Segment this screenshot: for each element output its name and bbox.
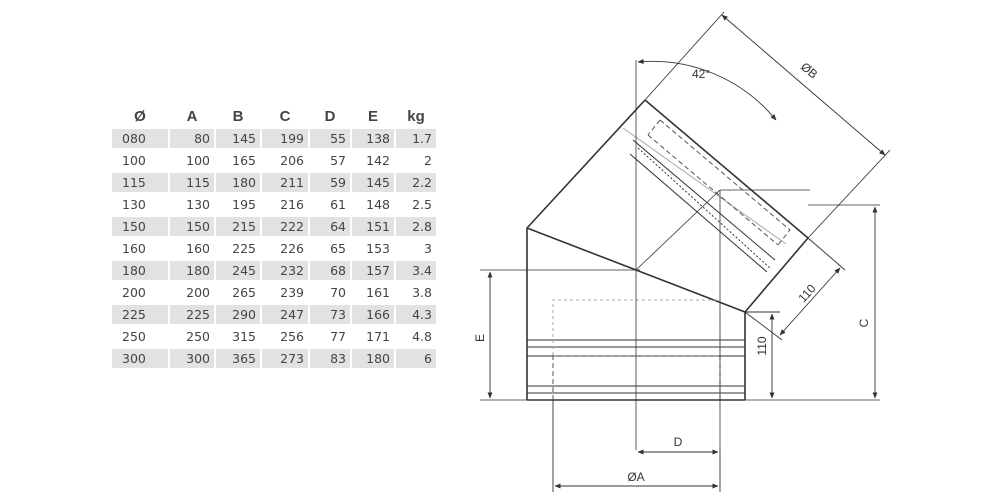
table-cell: 61 — [310, 195, 350, 214]
table-cell: 77 — [310, 327, 350, 346]
table-cell: 290 — [216, 305, 260, 324]
table-cell: 222 — [262, 217, 308, 236]
table-cell: 265 — [216, 283, 260, 302]
table-cell: 160 — [112, 239, 168, 258]
inner-pipe-hidden-lines — [553, 300, 720, 400]
table-cell: 153 — [352, 239, 394, 258]
table-cell: 180 — [170, 261, 214, 280]
table-cell: 232 — [262, 261, 308, 280]
centre-lines — [480, 60, 880, 450]
col-header-b: B — [232, 107, 244, 125]
table-cell: 160 — [170, 239, 214, 258]
table-cell: 215 — [216, 217, 260, 236]
table-cell: 211 — [262, 173, 308, 192]
table-cell: 115 — [112, 173, 168, 192]
dim-110-lower-label: 110 — [755, 336, 769, 356]
col-header-d: D — [324, 107, 336, 125]
table-cell: 2.2 — [396, 173, 436, 192]
table-cell: 180 — [352, 349, 394, 368]
table-cell: 150 — [112, 217, 168, 236]
table-cell: 64 — [310, 217, 350, 236]
c-label: C — [857, 318, 871, 328]
table-cell: 57 — [310, 151, 350, 170]
table-cell: 300 — [170, 349, 214, 368]
table-cell: 2.5 — [396, 195, 436, 214]
table-cell: 59 — [310, 173, 350, 192]
table-cell: 239 — [262, 283, 308, 302]
table-cell: 148 — [352, 195, 394, 214]
table-cell: 365 — [216, 349, 260, 368]
table-cell: 180 — [216, 173, 260, 192]
col-header-diameter: Ø — [134, 107, 146, 125]
table-cell: 3 — [396, 239, 436, 258]
table-cell: 161 — [352, 283, 394, 302]
col-header-kg: kg — [407, 107, 425, 125]
table-cell: 166 — [352, 305, 394, 324]
table-cell: 6 — [396, 349, 436, 368]
table-cell: 225 — [112, 305, 168, 324]
table-cell: 245 — [216, 261, 260, 280]
table-cell: 195 — [216, 195, 260, 214]
table-cell: 226 — [262, 239, 308, 258]
table-cell: 3.8 — [396, 283, 436, 302]
table-cell: 200 — [170, 283, 214, 302]
table-cell: 200 — [112, 283, 168, 302]
table-cell: 115 — [170, 173, 214, 192]
table-cell: 2 — [396, 151, 436, 170]
diameter-a-label: ØA — [627, 470, 645, 484]
table-cell: 171 — [352, 327, 394, 346]
table-cell: 300 — [112, 349, 168, 368]
angle-label: 42° — [692, 67, 711, 81]
table-cell: 256 — [262, 327, 308, 346]
table-cell: 138 — [352, 129, 394, 148]
table-cell: 3.4 — [396, 261, 436, 280]
table-cell: 273 — [262, 349, 308, 368]
table-cell: 55 — [310, 129, 350, 148]
col-header-a: A — [186, 107, 198, 125]
table-cell: 250 — [170, 327, 214, 346]
table-cell: 080 — [112, 129, 168, 148]
table-cell: 150 — [170, 217, 214, 236]
dim-110-upper-label: 110 — [795, 281, 819, 306]
table-cell: 142 — [352, 151, 394, 170]
table-cell: 151 — [352, 217, 394, 236]
table-cell: 247 — [262, 305, 308, 324]
table-cell: 2.8 — [396, 217, 436, 236]
table-cell: 199 — [262, 129, 308, 148]
diameter-b-label: ØB — [798, 59, 821, 82]
table-cell: 206 — [262, 151, 308, 170]
table-cell: 225 — [216, 239, 260, 258]
table-cell: 180 — [112, 261, 168, 280]
table-cell: 70 — [310, 283, 350, 302]
table-cell: 145 — [352, 173, 394, 192]
table-cell: 100 — [170, 151, 214, 170]
table-cell: 73 — [310, 305, 350, 324]
table-cell: 315 — [216, 327, 260, 346]
col-header-c: C — [279, 107, 291, 125]
table-cell: 68 — [310, 261, 350, 280]
table-cell: 65 — [310, 239, 350, 258]
table-cell: 4.8 — [396, 327, 436, 346]
table-cell: 80 — [170, 129, 214, 148]
table-cell: 157 — [352, 261, 394, 280]
table-cell: 216 — [262, 195, 308, 214]
table-cell: 130 — [170, 195, 214, 214]
table-cell: 100 — [112, 151, 168, 170]
table-cell: 1.7 — [396, 129, 436, 148]
table-cell: 250 — [112, 327, 168, 346]
table-cell: 145 — [216, 129, 260, 148]
col-header-e: E — [367, 107, 378, 125]
table-cell: 165 — [216, 151, 260, 170]
upper-inner-pipe-dashed — [648, 120, 790, 245]
table-cell: 225 — [170, 305, 214, 324]
table-cell: 130 — [112, 195, 168, 214]
d-label: D — [673, 435, 683, 449]
table-cell: 4.3 — [396, 305, 436, 324]
e-label: E — [473, 333, 487, 343]
table-cell: 83 — [310, 349, 350, 368]
